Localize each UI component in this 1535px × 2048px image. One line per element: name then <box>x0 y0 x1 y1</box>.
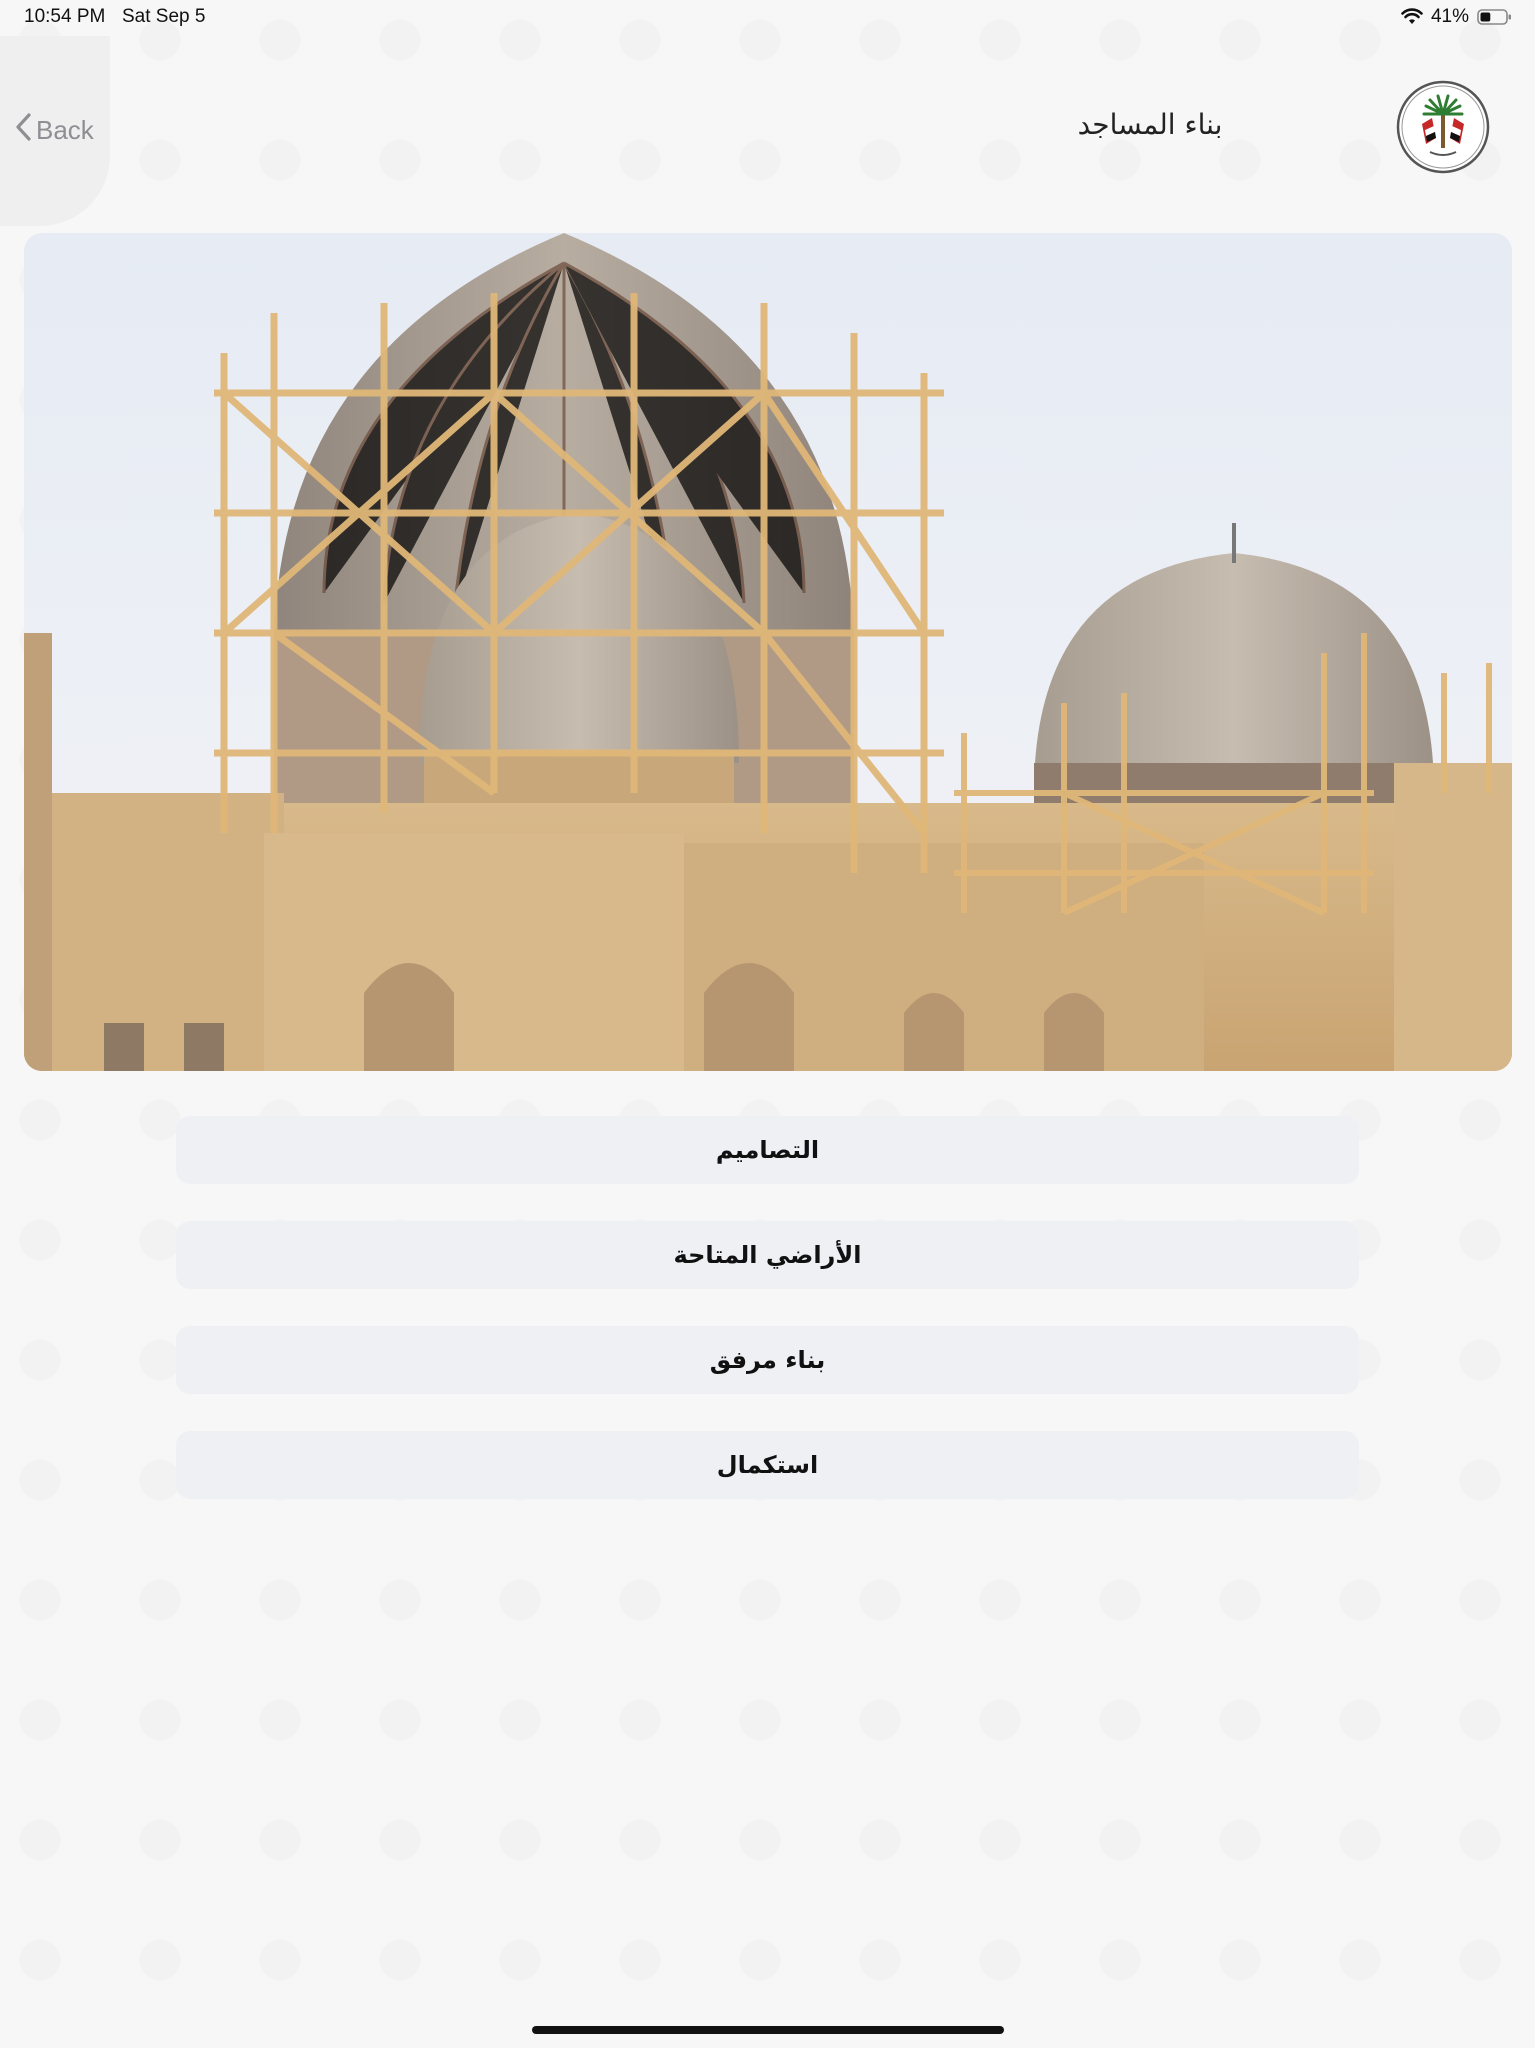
status-bar <box>0 0 1535 36</box>
back-button[interactable] <box>14 112 94 149</box>
menu-button-designs[interactable] <box>176 1116 1359 1184</box>
menu-button-label: بناء مرفق <box>709 1346 826 1374</box>
menu-button-build-facility[interactable] <box>176 1326 1359 1394</box>
menu-button-label: استكمال <box>716 1451 819 1479</box>
back-label: Back <box>36 115 94 145</box>
chevron-left-icon <box>14 112 32 149</box>
battery-icon <box>1477 8 1513 26</box>
menu-button-available-lands[interactable] <box>176 1221 1359 1289</box>
battery-percent: 41% <box>1430 6 1469 27</box>
status-time: 10:54 PM <box>24 6 106 27</box>
emblem-icon <box>1396 80 1490 174</box>
menu-button-label: التصاميم <box>715 1136 820 1164</box>
status-indicators <box>1401 6 1513 28</box>
page-title: بناء المساجد <box>1077 108 1223 141</box>
mosque-construction-photo <box>24 233 1512 1071</box>
status-date: Sat Sep 5 <box>122 6 206 27</box>
wifi-icon <box>1401 8 1423 26</box>
menu-button-label: الأراضي المتاحة <box>673 1241 862 1269</box>
menu-button-completion[interactable] <box>176 1431 1359 1499</box>
home-indicator[interactable] <box>532 2026 1004 2034</box>
